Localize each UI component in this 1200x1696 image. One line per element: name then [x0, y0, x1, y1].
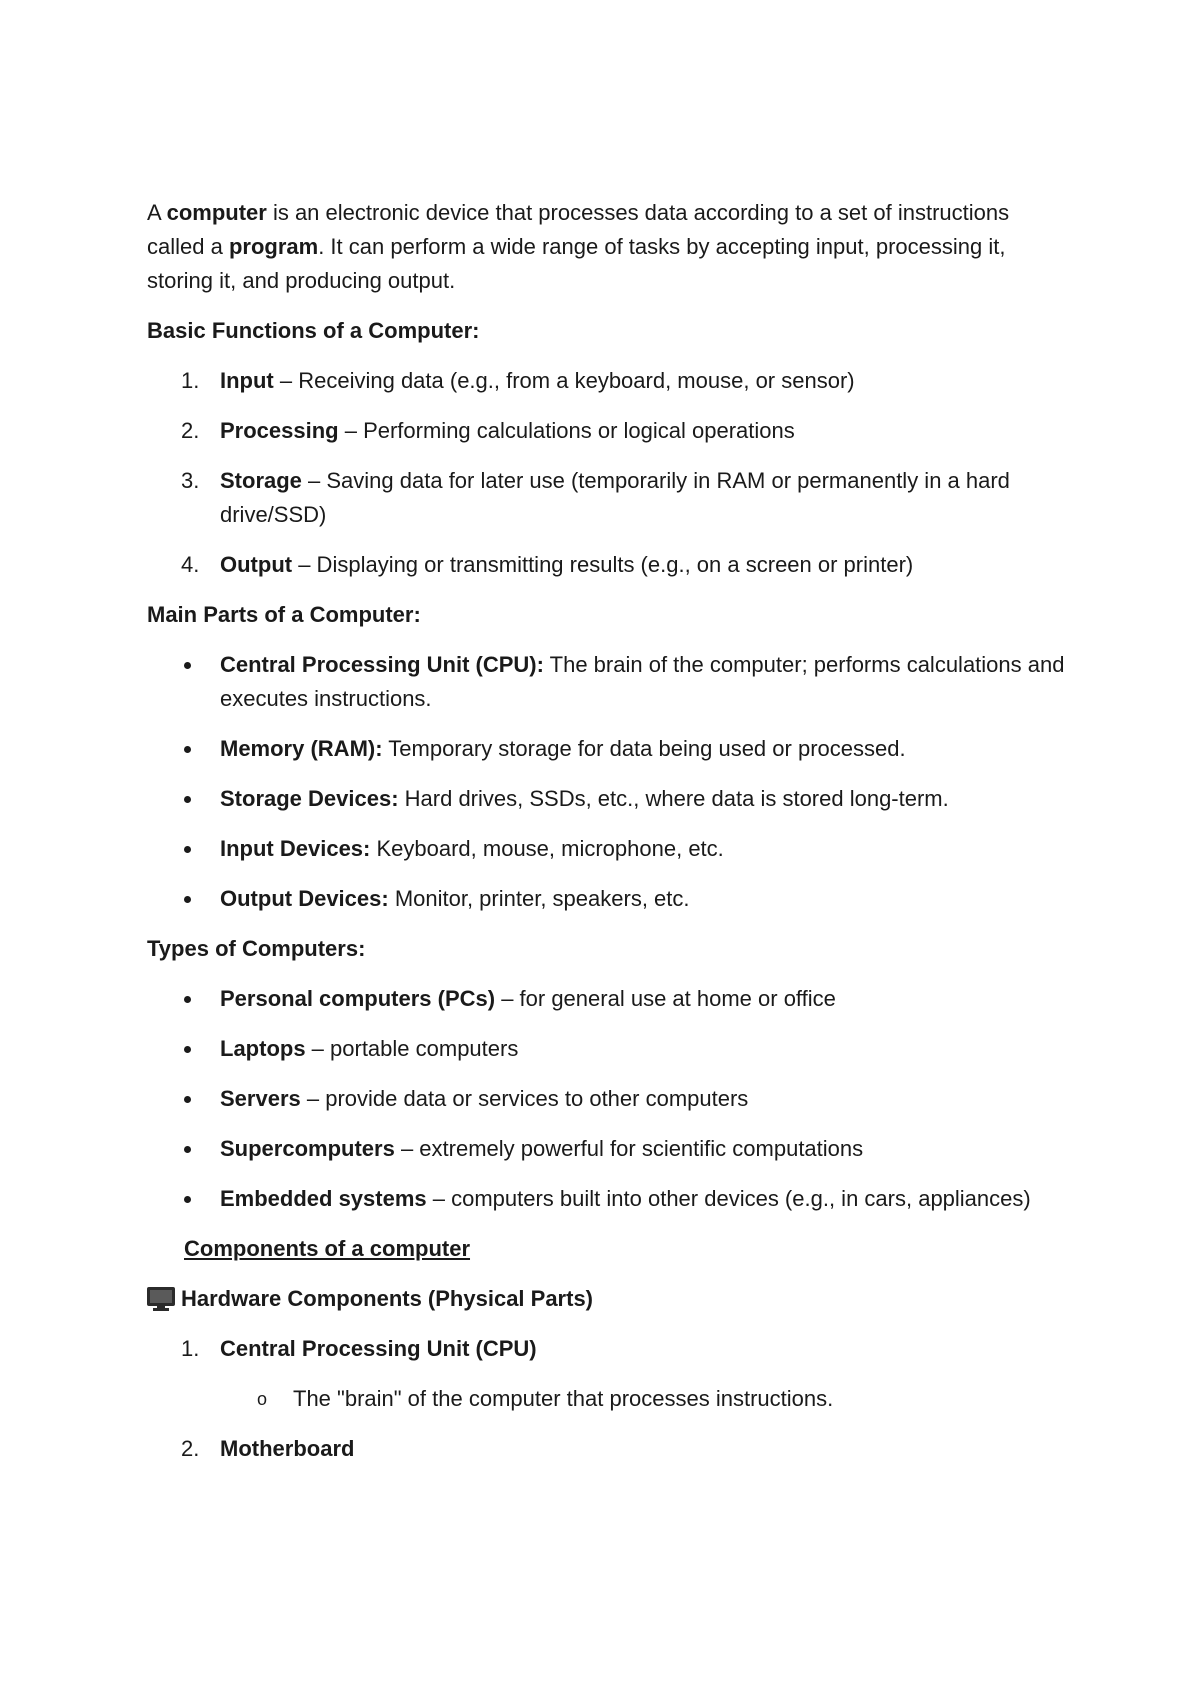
- list-item: [147, 882, 1067, 916]
- list-term: Supercomputers: [220, 1136, 395, 1161]
- list-desc: Temporary storage for data being used or processed.: [382, 736, 906, 761]
- list-term: Storage Devices:: [220, 786, 399, 811]
- intro-paragraph: [147, 196, 1067, 298]
- hardware-list: [147, 1332, 1067, 1466]
- list-term: Servers: [220, 1086, 301, 1111]
- intro-text-1: A: [147, 200, 167, 225]
- bullet-icon: [184, 1046, 191, 1053]
- list-item: [147, 548, 1067, 582]
- hardware-heading-text: Hardware Components (Physical Parts): [181, 1286, 594, 1311]
- list-desc: Keyboard, mouse, microphone, etc.: [370, 836, 724, 861]
- list-number: 2.: [181, 418, 200, 443]
- list-desc: – Saving data for later use (temporarily in RAM or permanently in a hard drive/SSD): [220, 468, 1010, 527]
- list-number: 1.: [181, 1336, 200, 1361]
- list-term: Laptops: [220, 1036, 306, 1061]
- list-desc: The brain of the computer; performs calculations and executes instructions.: [220, 652, 1065, 711]
- list-item: [147, 1432, 1067, 1466]
- list-term: Central Processing Unit (CPU): [220, 1336, 537, 1361]
- list-item: [147, 648, 1067, 716]
- list-desc: – portable computers: [305, 1036, 519, 1061]
- sub-list-item: [147, 1382, 1067, 1416]
- list-term: Memory (RAM):: [220, 736, 383, 761]
- list-term: Central Processing Unit (CPU):: [220, 652, 544, 677]
- intro-text-2: is an electronic device that processes data according to a set of instructions called a: [147, 200, 1010, 259]
- types-list: [147, 982, 1067, 1216]
- list-number: 3.: [181, 468, 200, 493]
- list-number: 2.: [181, 1436, 200, 1461]
- list-desc: – extremely powerful for scientific computations: [394, 1136, 864, 1161]
- list-desc: – computers built into other devices (e.g., in cars, appliances): [426, 1186, 1031, 1211]
- list-desc: – Performing calculations or logical operations: [338, 418, 795, 443]
- list-item: [147, 1332, 1067, 1366]
- list-desc: – for general use at home or office: [495, 986, 836, 1011]
- bullet-icon: [184, 1096, 191, 1103]
- list-term: Input Devices:: [220, 836, 371, 861]
- list-item: [147, 414, 1067, 448]
- bullet-icon: [184, 1196, 191, 1203]
- main-parts-list: [147, 648, 1067, 916]
- list-item: [147, 982, 1067, 1016]
- intro-bold-computer: computer: [166, 200, 267, 225]
- list-desc: – Displaying or transmitting results (e.g., on a screen or printer): [292, 552, 914, 577]
- bullet-icon: [184, 1146, 191, 1153]
- intro-text-3: . It can perform a wide range of tasks by accepting input, processing it, storing it, and producing output.: [147, 234, 1006, 293]
- list-term: Output: [220, 552, 293, 577]
- list-item: [147, 732, 1067, 766]
- list-term: Motherboard: [220, 1436, 355, 1461]
- document-page: [147, 196, 1067, 1482]
- list-term: Embedded systems: [220, 1186, 427, 1211]
- sub-list-desc: The "brain" of the computer that processes instructions.: [293, 1386, 834, 1411]
- list-desc: Monitor, printer, speakers, etc.: [388, 886, 690, 911]
- list-item: [147, 782, 1067, 816]
- list-number: 1.: [181, 368, 200, 393]
- intro-bold-program: program: [228, 234, 319, 259]
- list-item: [147, 832, 1067, 866]
- list-term: Processing: [220, 418, 339, 443]
- components-title: Components of a computer: [184, 1236, 471, 1261]
- bullet-icon: [184, 996, 191, 1003]
- bullet-icon: [184, 796, 191, 803]
- list-item: [147, 464, 1067, 532]
- list-term: Personal computers (PCs): [220, 986, 496, 1011]
- list-item: [147, 364, 1067, 398]
- bullet-icon: [184, 896, 191, 903]
- bullet-icon: [184, 662, 191, 669]
- list-desc: – provide data or services to other computers: [300, 1086, 749, 1111]
- types-heading: Types of Computers:: [147, 936, 366, 961]
- list-desc: Hard drives, SSDs, etc., where data is stored long-term.: [398, 786, 949, 811]
- list-item: [147, 1082, 1067, 1116]
- list-number: 4.: [181, 552, 200, 577]
- list-item: [147, 1132, 1067, 1166]
- hardware-heading: [147, 1282, 1067, 1316]
- circle-bullet-icon: o: [257, 1389, 268, 1409]
- desktop-computer-icon: [147, 1287, 175, 1311]
- list-term: Input: [220, 368, 274, 393]
- main-parts-heading: Main Parts of a Computer:: [147, 602, 421, 627]
- list-item: [147, 1182, 1067, 1216]
- basic-functions-heading: Basic Functions of a Computer:: [147, 318, 480, 343]
- bullet-icon: [184, 846, 191, 853]
- basic-functions-list: [147, 364, 1067, 582]
- list-term: Storage: [220, 468, 302, 493]
- list-term: Output Devices:: [220, 886, 389, 911]
- bullet-icon: [184, 746, 191, 753]
- list-item: [147, 1032, 1067, 1066]
- list-desc: – Receiving data (e.g., from a keyboard, mouse, or sensor): [273, 368, 855, 393]
